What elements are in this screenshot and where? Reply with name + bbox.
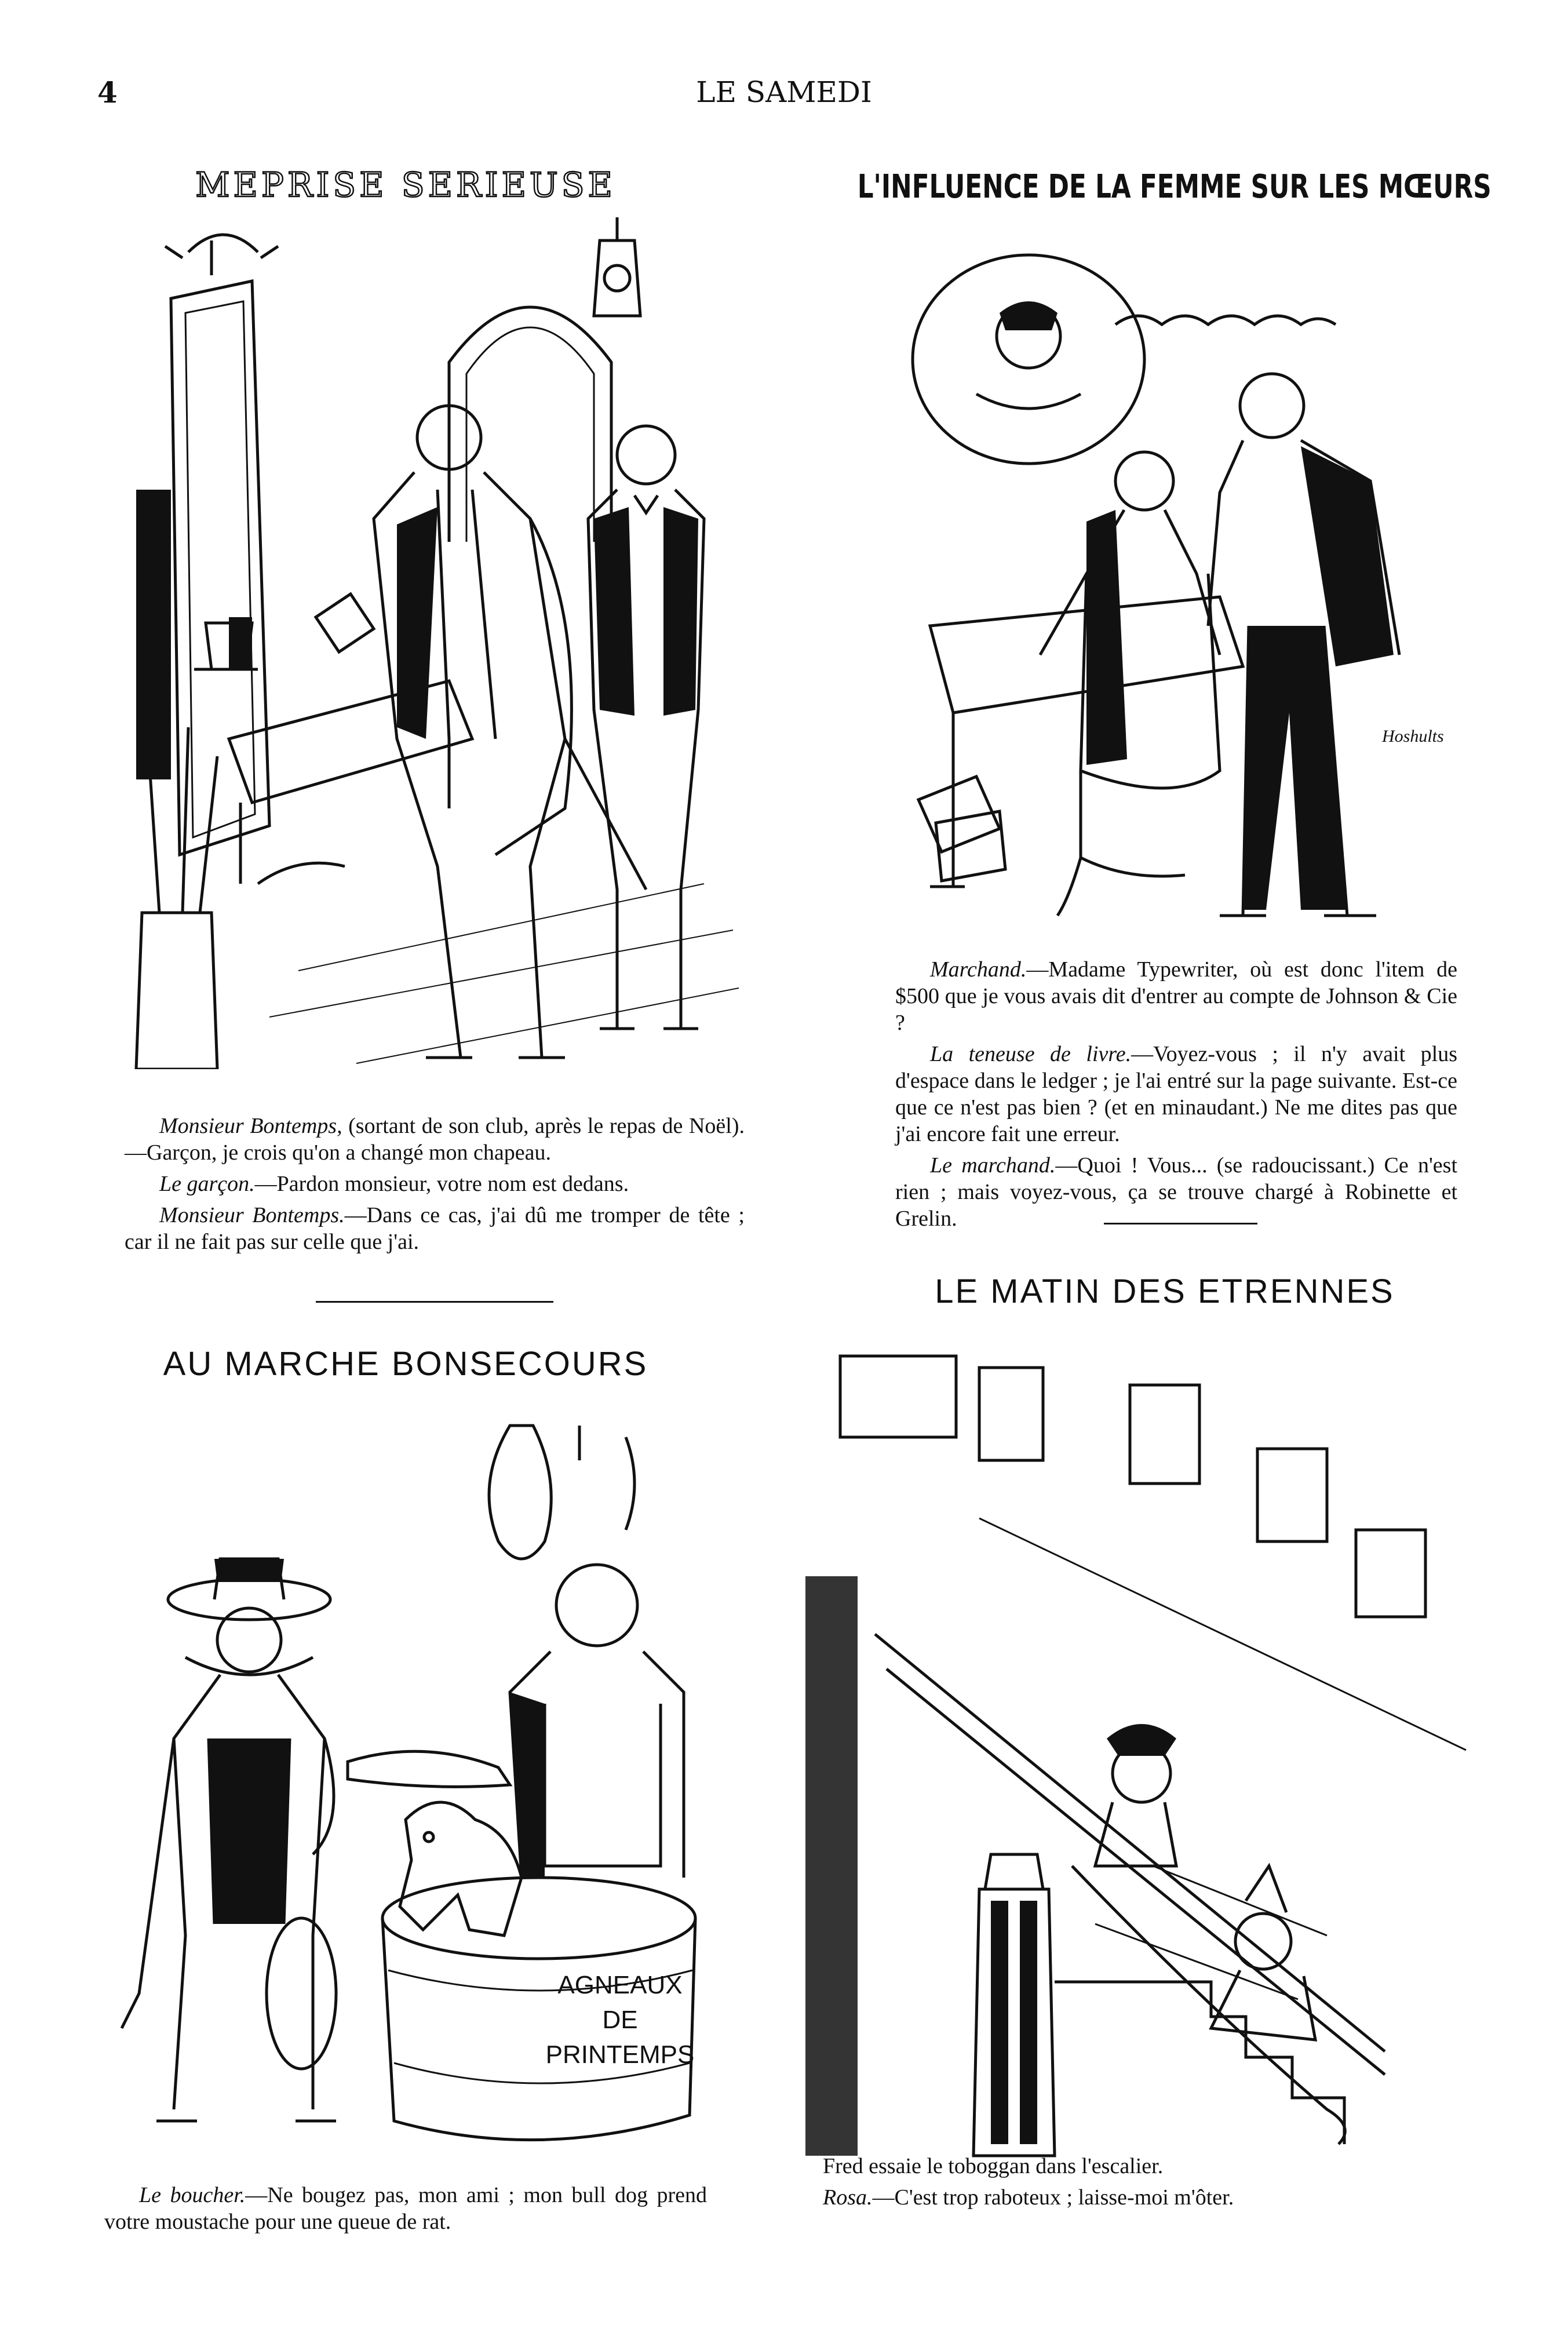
- caption-speaker: Rosa.: [823, 2185, 873, 2210]
- caption-line: [823, 2153, 1472, 2179]
- caption-line: [895, 956, 1457, 1036]
- barrel-sign-line: DE: [602, 2006, 638, 2034]
- caption-speaker: Marchand.: [930, 957, 1027, 982]
- caption-text: —Dans ce cas, j'ai dû me tromper de tête ; car il ne fait pas sur celle que j'ai.: [125, 1203, 745, 1254]
- influence-illustration: [895, 249, 1457, 945]
- marche-title: AU MARCHE BONSECOURS: [163, 1345, 648, 1383]
- caption-speaker: Le marchand.: [930, 1153, 1056, 1178]
- marche-caption: [104, 2182, 707, 2240]
- separator-rule: [1104, 1223, 1257, 1224]
- caption-line: [125, 1113, 745, 1166]
- caption-line: [895, 1041, 1457, 1147]
- artist-signature: Hoshults: [1382, 727, 1444, 746]
- meprise-title: MEPRISE SERIEUSE: [195, 165, 616, 205]
- separator-rule: [316, 1301, 553, 1303]
- caption-text: —Voyez-vous ; il n'y avait plus d'espace dans le ledger ; je l'ai entré sur la page suivante. Est-ce que ce n'est pas bien ? (et en minaudant.) Ne me dites pas que j'ai encore fait une erreur.: [895, 1042, 1458, 1146]
- etrennes-caption: [823, 2153, 1472, 2215]
- caption-speaker: Monsieur Bontemps.: [159, 1203, 345, 1227]
- caption-text: —C'est trop raboteux ; laisse-moi m'ôter.: [872, 2185, 1234, 2210]
- caption-line: [104, 2182, 707, 2235]
- caption-text: —Quoi ! Vous... (se radoucissant.) Ce n'est rien ; mais voyez-vous, ça se trouve chargé à Robinette et Grelin.: [895, 1153, 1458, 1231]
- influence-caption: [895, 956, 1457, 1237]
- caption-line: [125, 1171, 745, 1197]
- barrel-sign-line: AGNEAUX: [557, 1971, 683, 1999]
- etrennes-illustration: [805, 1344, 1472, 2167]
- etrennes-title: LE MATIN DES ETRENNES: [935, 1273, 1395, 1310]
- caption-speaker: Monsieur Bontemps,: [159, 1114, 342, 1138]
- butcher-scene-drawing: [104, 1414, 707, 2167]
- caption-line: [125, 1202, 745, 1255]
- caption-speaker: Le garçon.: [159, 1172, 255, 1196]
- caption-text: —Madame Typewriter, où est donc l'item de $500 que je vous avais dit d'entrer au compte de Johnson & Cie ?: [895, 957, 1457, 1035]
- meprise-caption: [125, 1113, 745, 1260]
- caption-line: [895, 1152, 1457, 1232]
- cloakroom-scene-drawing: [125, 217, 745, 1069]
- caption-line: [823, 2184, 1472, 2211]
- caption-text: Fred essaie le toboggan dans l'escalier.: [823, 2154, 1164, 2178]
- caption-text: (sortant de son club, après le repas de Noël).—Garçon, je crois qu'on a changé mon chapeau.: [125, 1114, 745, 1165]
- caption-text: —Ne bougez pas, mon ami ; mon bull dog prend votre moustache pour une queue de rat.: [104, 2183, 707, 2234]
- marche-illustration: [104, 1414, 707, 2167]
- meprise-illustration: [125, 217, 745, 1069]
- barrel-sign-line: PRINTEMPS: [545, 2040, 695, 2069]
- caption-speaker: Le boucher.: [139, 2183, 246, 2207]
- influence-title: L'INFLUENCE DE LA FEMME SUR LES MŒURS: [857, 168, 1492, 206]
- masthead: LE SAMEDI: [696, 75, 872, 109]
- page-number: 4: [97, 75, 118, 110]
- caption-speaker: La teneuse de livre.: [930, 1042, 1132, 1066]
- caption-text: —Pardon monsieur, votre nom est dedans.: [254, 1172, 629, 1196]
- office-scene-drawing: [895, 249, 1457, 945]
- staircase-scene-drawing: [805, 1344, 1472, 2167]
